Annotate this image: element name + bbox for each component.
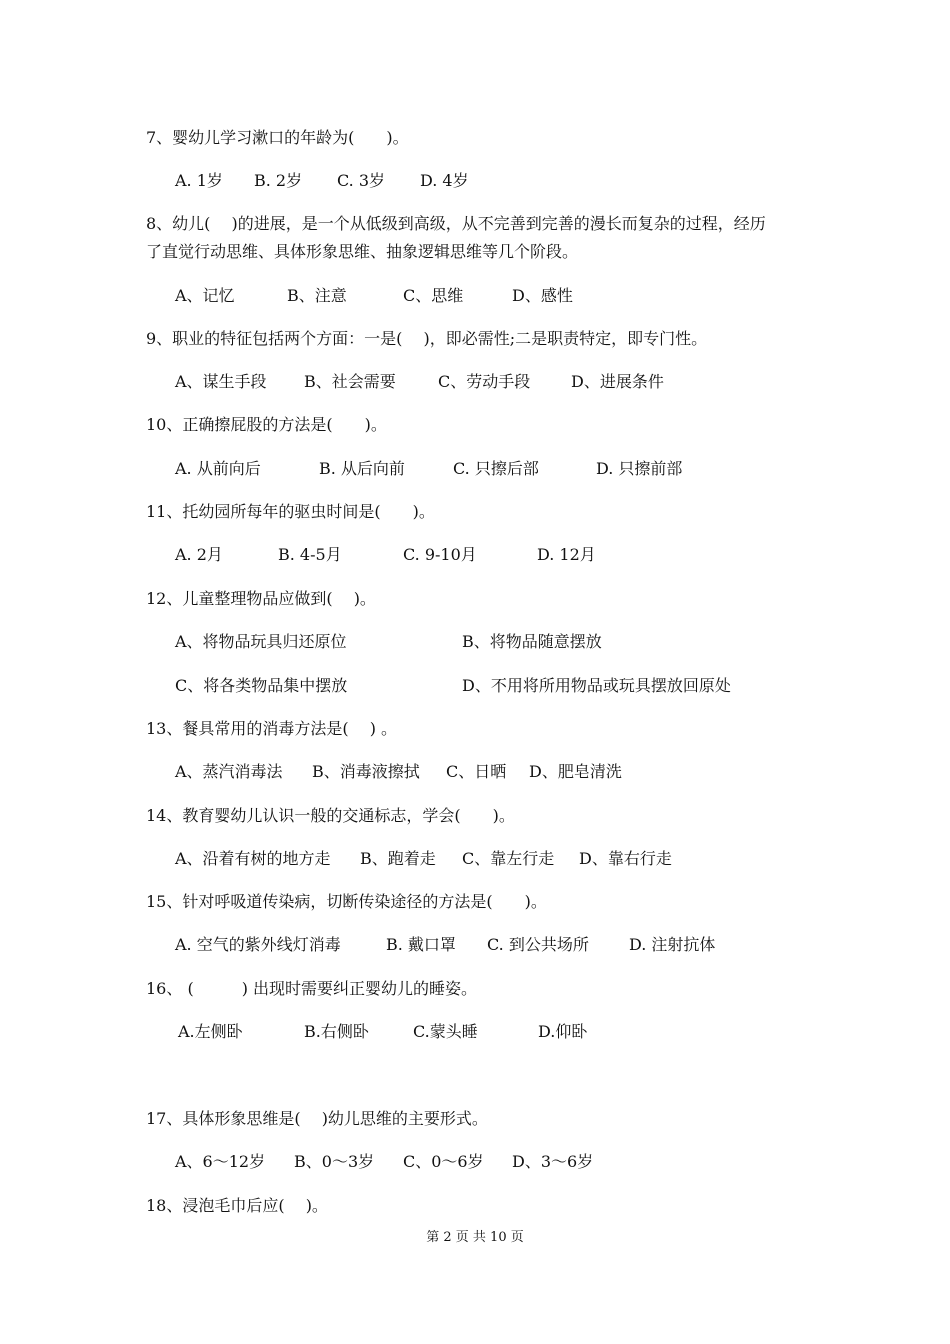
option-12a: A、将物品玩具归还原位 (175, 632, 347, 651)
option-17a: A、6～12岁 (175, 1152, 266, 1171)
option-7a: A. 1岁 (175, 171, 223, 190)
option-14c: C、靠左行走 (462, 849, 555, 868)
option-13d: D、肥皂清洗 (529, 762, 622, 781)
question-7: 7、婴幼儿学习漱口的年龄为( )。 (146, 128, 409, 147)
question-11: 11、托幼园所每年的驱虫时间是( )。 (146, 502, 435, 521)
question-10: 10、正确擦屁股的方法是( )。 (146, 415, 387, 434)
option-7c: C. 3岁 (337, 171, 386, 190)
option-12b: B、将物品随意摆放 (462, 632, 602, 651)
option-11a: A. 2月 (175, 545, 223, 564)
option-15d: D. 注射抗体 (629, 935, 716, 954)
option-16d: D.仰卧 (538, 1022, 588, 1041)
option-15b: B. 戴口罩 (386, 935, 456, 954)
option-10d: D. 只擦前部 (596, 459, 683, 478)
question-8-continued: 了直觉行动思维、具体形象思维、抽象逻辑思维等几个阶段。 (146, 242, 579, 261)
question-17: 17、具体形象思维是( )幼儿思维的主要形式。 (146, 1109, 488, 1128)
option-8c: C、思维 (403, 286, 464, 305)
option-11c: C. 9-10月 (403, 545, 477, 564)
option-16a: A.左侧卧 (178, 1022, 243, 1041)
option-16c: C.蒙头睡 (413, 1022, 478, 1041)
question-18: 18、浸泡毛巾后应( )。 (146, 1196, 328, 1215)
option-10b: B. 从后向前 (319, 459, 405, 478)
page-footer: 第 2 页 共 10 页 (426, 1230, 524, 1245)
option-7b: B. 2岁 (254, 171, 303, 190)
option-17d: D、3～6岁 (512, 1152, 594, 1171)
question-9: 9、职业的特征包括两个方面：一是( )，即必需性;二是职责特定，即专门性。 (146, 329, 708, 348)
option-9b: B、社会需要 (304, 372, 396, 391)
option-15a: A. 空气的紫外线灯消毒 (175, 935, 341, 954)
option-9d: D、进展条件 (571, 372, 664, 391)
option-14b: B、跑着走 (360, 849, 436, 868)
question-14: 14、教育婴幼儿认识一般的交通标志，学会( )。 (146, 806, 515, 825)
question-16: 16、 ( ) 出现时需要纠正婴幼儿的睡姿。 (146, 979, 478, 998)
option-15c: C. 到公共场所 (487, 935, 589, 954)
option-14d: D、靠右行走 (579, 849, 672, 868)
option-17b: B、0～3岁 (294, 1152, 375, 1171)
question-8: 8、幼儿( )的进展，是一个从低级到高级，从不完善到完善的漫长而复杂的过程，经历 (146, 214, 766, 233)
option-8a: A、记忆 (175, 286, 235, 305)
option-7d: D. 4岁 (420, 171, 469, 190)
option-8d: D、感性 (512, 286, 573, 305)
option-14a: A、沿着有树的地方走 (175, 849, 331, 868)
option-10a: A. 从前向后 (175, 459, 261, 478)
question-13: 13、餐具常用的消毒方法是( ) 。 (146, 719, 398, 738)
question-12: 12、儿童整理物品应做到( )。 (146, 589, 376, 608)
option-9a: A、谋生手段 (175, 372, 267, 391)
option-12c: C、将各类物品集中摆放 (175, 676, 348, 695)
option-12d: D、不用将所用物品或玩具摆放回原处 (462, 676, 731, 695)
option-9c: C、劳动手段 (438, 372, 531, 391)
option-11d: D. 12月 (537, 545, 596, 564)
option-17c: C、0～6岁 (403, 1152, 484, 1171)
option-13a: A、蒸汽消毒法 (175, 762, 283, 781)
option-16b: B.右侧卧 (304, 1022, 369, 1041)
option-11b: B. 4-5月 (278, 545, 342, 564)
option-8b: B、注意 (287, 286, 347, 305)
question-15: 15、针对呼吸道传染病，切断传染途径的方法是( )。 (146, 892, 547, 911)
option-13c: C、日晒 (446, 762, 507, 781)
option-13b: B、消毒液擦拭 (312, 762, 420, 781)
option-10c: C. 只擦后部 (453, 459, 539, 478)
